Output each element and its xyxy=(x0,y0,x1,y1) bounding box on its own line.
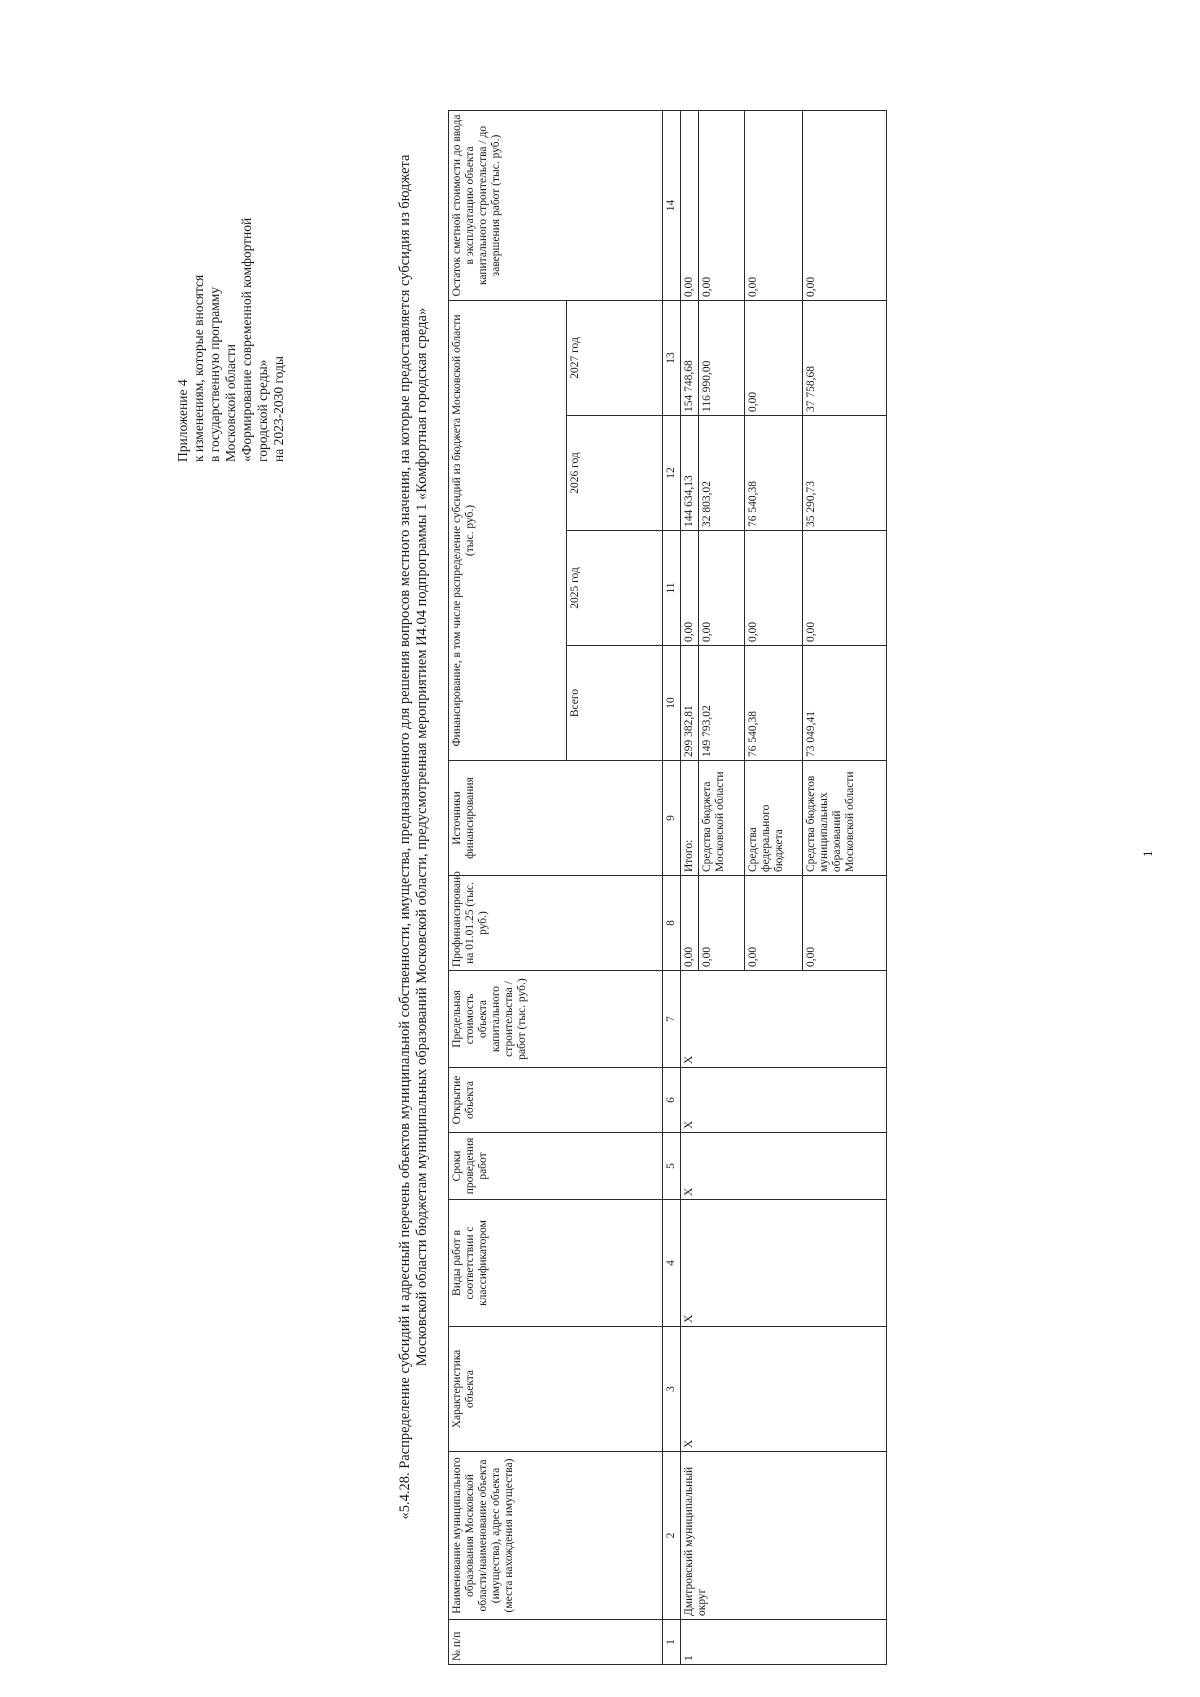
row-total: 76 540,38 xyxy=(745,646,803,761)
header-financed: Профинансировано на 01.01.25 (тыс. руб.) xyxy=(449,876,663,971)
column-number-row xyxy=(663,110,681,1664)
col-number: 3 xyxy=(663,1327,681,1452)
heading-line-2: Московской области бюджетам муниципальных образований Московской области, предусмотренная мероприятием И4.04 подпрограммы 1 «Комфортная городская среда» xyxy=(414,307,430,1367)
row-2027: 37 758,68 xyxy=(803,300,887,415)
col-number: 13 xyxy=(663,300,681,415)
appendix-line: на 2023-2030 годы xyxy=(271,356,286,462)
row-2026: 76 540,38 xyxy=(745,416,803,531)
row-remaining: 0,00 xyxy=(699,110,745,300)
col-number: 4 xyxy=(663,1200,681,1327)
col-number: 7 xyxy=(663,971,681,1068)
row-remaining: 0,00 xyxy=(745,110,803,300)
row-financed: 0,00 xyxy=(803,876,887,971)
row-characteristic: X xyxy=(681,1327,887,1452)
row-2026: 144 634,13 xyxy=(681,416,699,531)
col-number: 9 xyxy=(663,761,681,876)
row-financed: 0,00 xyxy=(699,876,745,971)
subsidy-table xyxy=(448,110,887,1665)
col-number: 12 xyxy=(663,416,681,531)
col-number: 8 xyxy=(663,876,681,971)
header-limit-cost: Предельная стоимость объекта капитального строительства / работ (тыс. руб.) xyxy=(449,971,663,1068)
section-heading xyxy=(397,77,431,1597)
col-number: 1 xyxy=(663,1620,681,1665)
appendix-line: к изменениям, которые вносятся xyxy=(191,274,206,462)
row-source: Средства бюджетов муниципальных образований Московской области xyxy=(803,761,887,876)
page-number: 1 xyxy=(1140,850,1155,857)
header-num: № п/п xyxy=(449,1620,663,1665)
col-number: 6 xyxy=(663,1068,681,1133)
row-financed: 0,00 xyxy=(745,876,803,971)
row-2027: 154 748,68 xyxy=(681,300,699,415)
header-terms: Сроки проведения работ xyxy=(449,1133,663,1200)
row-2025: 0,00 xyxy=(699,531,745,646)
col-number: 10 xyxy=(663,646,681,761)
col-number: 5 xyxy=(663,1133,681,1200)
header-sources: Источники финансирования xyxy=(449,761,663,876)
appendix-block xyxy=(175,142,287,462)
appendix-line: «Формирование современной комфортной xyxy=(239,217,254,462)
row-terms: X xyxy=(681,1133,887,1200)
row-total: 299 382,81 xyxy=(681,646,699,761)
row-source: Средства бюджета Московской области xyxy=(699,761,745,876)
header-2027: 2027 год xyxy=(567,300,663,415)
row-financed: 0,00 xyxy=(681,876,699,971)
appendix-line: Приложение 4 xyxy=(175,379,190,462)
col-number: 14 xyxy=(663,110,681,300)
header-name: Наименование муниципального образования Московской области/наименование объекта (имущества), адрес объекта (места нахождения имущества) xyxy=(449,1452,663,1620)
row-remaining: 0,00 xyxy=(681,110,699,300)
row-2027: 116 990,00 xyxy=(699,300,745,415)
header-works: Виды работ в соответствии с классификатором xyxy=(449,1200,663,1327)
row-2025: 0,00 xyxy=(681,531,699,646)
row-total: 149 793,02 xyxy=(699,646,745,761)
col-number: 2 xyxy=(663,1452,681,1620)
row-2027: 0,00 xyxy=(745,300,803,415)
row-2026: 32 803,02 xyxy=(699,416,745,531)
header-2025: 2025 год xyxy=(567,531,663,646)
header-remaining: Остаток сметной стоимости до ввода в эксплуатацию объекта капитального строительства / до завершения работ (тыс. руб.) xyxy=(449,110,663,300)
header-2026: 2026 год xyxy=(567,416,663,531)
row-works: X xyxy=(681,1200,887,1327)
row-open: X xyxy=(681,1068,887,1133)
row-source: Итого: xyxy=(681,761,699,876)
row-limit: X xyxy=(681,971,887,1068)
appendix-line: в государственную программу xyxy=(207,286,222,462)
table-row xyxy=(681,110,699,1664)
row-source: Средства федерального бюджета xyxy=(745,761,803,876)
col-number: 11 xyxy=(663,531,681,646)
appendix-line: Московской области xyxy=(223,343,238,462)
appendix-line: городской среды» xyxy=(255,359,270,462)
header-row xyxy=(449,110,567,1664)
heading-line-1: «5.4.28. Распределение субсидий и адресный перечень объектов муниципальной собственности, имущества, предназначенного для решения вопросов местного значения, на которые предоставляется субсидия из бюджета xyxy=(397,154,413,1520)
header-open: Открытие объекта xyxy=(449,1068,663,1133)
header-total: Всего xyxy=(567,646,663,761)
row-2025: 0,00 xyxy=(803,531,887,646)
header-characteristic: Характеристика объекта xyxy=(449,1327,663,1452)
row-total: 73 049,41 xyxy=(803,646,887,761)
row-2026: 35 290,73 xyxy=(803,416,887,531)
row-num: 1 xyxy=(681,1620,887,1665)
row-2025: 0,00 xyxy=(745,531,803,646)
row-remaining: 0,00 xyxy=(803,110,887,300)
row-municipality: Дмитровский муниципальный округ xyxy=(681,1452,887,1620)
header-funding: Финансирование, в том числе распределение субсидий из бюджета Московской области (тыс. руб.) xyxy=(449,300,567,760)
